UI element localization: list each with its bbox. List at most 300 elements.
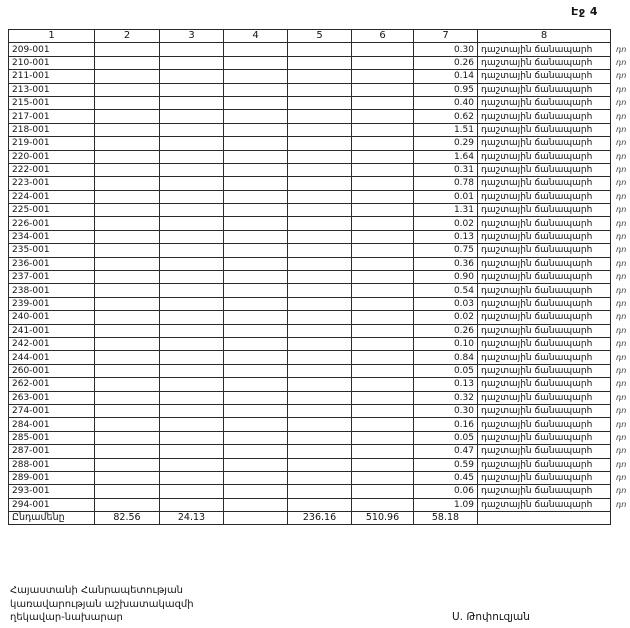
col6-cell xyxy=(352,163,414,176)
land-use-label: դաշտային ճանապարհ xyxy=(478,351,611,364)
margin-cell xyxy=(611,512,629,525)
col3-cell xyxy=(160,204,224,217)
col4-cell xyxy=(224,110,288,123)
land-use-label: դաշտային ճանապարհ xyxy=(478,177,611,190)
handwritten-mark: դո xyxy=(616,365,627,375)
col6-cell xyxy=(352,498,414,511)
land-use-label: դաշտային ճանապարհ xyxy=(478,163,611,176)
parcel-id: 240-001 xyxy=(9,311,95,324)
table-row xyxy=(9,137,629,150)
col2-cell xyxy=(95,471,160,484)
col3-cell xyxy=(160,271,224,284)
table-row xyxy=(9,485,629,498)
land-use-label: դաշտային ճանապարհ xyxy=(478,217,611,230)
table-row xyxy=(9,70,629,83)
table-row xyxy=(9,498,629,511)
handwritten-mark: դո xyxy=(616,178,627,188)
col5-cell xyxy=(288,190,352,203)
col2-cell xyxy=(95,404,160,417)
parcel-id: 236-001 xyxy=(9,257,95,270)
col4-cell xyxy=(224,257,288,270)
area-value: 0.54 xyxy=(414,284,478,297)
handwritten-mark: դո xyxy=(616,258,627,268)
table-row xyxy=(9,418,629,431)
col5-cell xyxy=(288,337,352,350)
col6-cell xyxy=(352,70,414,83)
parcel-id: 260-001 xyxy=(9,364,95,377)
table-row xyxy=(9,83,629,96)
col6-cell xyxy=(352,284,414,297)
table-row xyxy=(9,43,629,56)
handwritten-mark: դո xyxy=(616,473,627,483)
col5-cell xyxy=(288,123,352,136)
col3-cell xyxy=(160,163,224,176)
col4-cell xyxy=(224,391,288,404)
parcel-id: 288-001 xyxy=(9,458,95,471)
total-col8-value xyxy=(478,512,611,525)
col5-cell xyxy=(288,257,352,270)
handwritten-mark: դո xyxy=(616,245,627,255)
col6-cell xyxy=(352,123,414,136)
col4-cell xyxy=(224,271,288,284)
parcel-id: 274-001 xyxy=(9,404,95,417)
col6-cell xyxy=(352,351,414,364)
col5-cell xyxy=(288,378,352,391)
col2-cell xyxy=(95,378,160,391)
table-row xyxy=(9,204,629,217)
col4-cell xyxy=(224,324,288,337)
col3-cell xyxy=(160,311,224,324)
col3-cell xyxy=(160,96,224,109)
handwritten-mark: դո xyxy=(616,499,627,509)
land-use-label: դաշտային ճանապարհ xyxy=(478,190,611,203)
col2-cell xyxy=(95,83,160,96)
table-row xyxy=(9,110,629,123)
handwritten-mark: դո xyxy=(616,205,627,215)
col3-cell xyxy=(160,244,224,257)
col6-cell xyxy=(352,445,414,458)
col3-cell xyxy=(160,471,224,484)
col3-cell xyxy=(160,284,224,297)
col6-cell xyxy=(352,217,414,230)
table-row xyxy=(9,150,629,163)
signatory-title-block xyxy=(10,584,194,625)
col5-cell xyxy=(288,43,352,56)
area-value: 0.31 xyxy=(414,163,478,176)
col5-cell xyxy=(288,418,352,431)
table-row xyxy=(9,404,629,417)
col4-cell xyxy=(224,137,288,150)
land-use-label: դաշտային ճանապարհ xyxy=(478,297,611,310)
area-value: 0.26 xyxy=(414,56,478,69)
area-value: 0.29 xyxy=(414,137,478,150)
col4-cell xyxy=(224,297,288,310)
parcel-id: 235-001 xyxy=(9,244,95,257)
table-body xyxy=(9,43,629,512)
col2-cell xyxy=(95,337,160,350)
area-value: 0.26 xyxy=(414,324,478,337)
col6-cell xyxy=(352,378,414,391)
col6-cell xyxy=(352,56,414,69)
col3-cell xyxy=(160,431,224,444)
col4-cell xyxy=(224,190,288,203)
handwritten-mark: դո xyxy=(616,44,627,54)
land-use-label: դաշտային ճանապարհ xyxy=(478,378,611,391)
handwritten-mark: դո xyxy=(616,272,627,282)
area-value: 0.10 xyxy=(414,337,478,350)
area-value: 0.03 xyxy=(414,297,478,310)
area-value: 0.30 xyxy=(414,43,478,56)
area-value: 1.51 xyxy=(414,123,478,136)
col2-cell xyxy=(95,204,160,217)
land-use-label: դաշտային ճանապարհ xyxy=(478,230,611,243)
col6-cell xyxy=(352,431,414,444)
col3-cell xyxy=(160,177,224,190)
col3-cell xyxy=(160,391,224,404)
col3-cell xyxy=(160,123,224,136)
col3-cell xyxy=(160,137,224,150)
table-row xyxy=(9,177,629,190)
handwritten-mark: դո xyxy=(616,419,627,429)
table-row xyxy=(9,56,629,69)
parcel-id: 219-001 xyxy=(9,137,95,150)
col2-cell xyxy=(95,43,160,56)
table-row xyxy=(9,217,629,230)
handwritten-mark: դո xyxy=(616,165,627,175)
col4-cell xyxy=(224,43,288,56)
col5-cell xyxy=(288,364,352,377)
land-use-label: դաշտային ճանապարհ xyxy=(478,485,611,498)
table-row xyxy=(9,190,629,203)
col4-cell xyxy=(224,70,288,83)
area-value: 0.30 xyxy=(414,404,478,417)
handwritten-mark: դո xyxy=(616,285,627,295)
table-row xyxy=(9,284,629,297)
col5-cell xyxy=(288,96,352,109)
col2-cell xyxy=(95,257,160,270)
handwritten-mark: դո xyxy=(616,57,627,67)
col4-cell xyxy=(224,364,288,377)
col3-cell xyxy=(160,418,224,431)
col5-cell xyxy=(288,404,352,417)
table-row xyxy=(9,364,629,377)
table-row xyxy=(9,471,629,484)
parcel-id: 294-001 xyxy=(9,498,95,511)
col5-cell xyxy=(288,217,352,230)
total-col2-value: 82.56 xyxy=(95,512,160,525)
parcel-id: 242-001 xyxy=(9,337,95,350)
col2-cell xyxy=(95,163,160,176)
col3-cell xyxy=(160,324,224,337)
col3-cell xyxy=(160,404,224,417)
col2-cell xyxy=(95,123,160,136)
table-row xyxy=(9,230,629,243)
col2-cell xyxy=(95,498,160,511)
col3-cell xyxy=(160,297,224,310)
land-use-label: դաշտային ճանապարհ xyxy=(478,404,611,417)
parcel-id: 244-001 xyxy=(9,351,95,364)
col5-cell xyxy=(288,485,352,498)
land-use-label: դաշտային ճանապարհ xyxy=(478,498,611,511)
area-value: 0.84 xyxy=(414,351,478,364)
col2-cell xyxy=(95,431,160,444)
parcel-id: 224-001 xyxy=(9,190,95,203)
parcel-id: 218-001 xyxy=(9,123,95,136)
column-header-8: 8 xyxy=(478,30,611,43)
land-use-label: դաշտային ճանապարհ xyxy=(478,257,611,270)
col5-cell xyxy=(288,70,352,83)
parcel-id: 287-001 xyxy=(9,445,95,458)
land-use-label: դաշտային ճանապարհ xyxy=(478,110,611,123)
col5-cell xyxy=(288,244,352,257)
col3-cell xyxy=(160,56,224,69)
col2-cell xyxy=(95,445,160,458)
handwritten-mark: դո xyxy=(616,459,627,469)
col4-cell xyxy=(224,96,288,109)
col4-cell xyxy=(224,244,288,257)
parcel-id: 284-001 xyxy=(9,418,95,431)
handwritten-mark: դո xyxy=(616,232,627,242)
table-row xyxy=(9,96,629,109)
col4-cell xyxy=(224,123,288,136)
area-value: 0.32 xyxy=(414,391,478,404)
col3-cell xyxy=(160,257,224,270)
area-value: 0.02 xyxy=(414,311,478,324)
handwritten-mark: դո xyxy=(616,312,627,322)
col2-cell xyxy=(95,70,160,83)
page-number-label: Էջ 4 xyxy=(571,5,598,18)
handwritten-mark: դո xyxy=(616,98,627,108)
area-value: 0.78 xyxy=(414,177,478,190)
land-parcel-table xyxy=(8,29,629,525)
area-value: 0.59 xyxy=(414,458,478,471)
area-value: 0.14 xyxy=(414,70,478,83)
land-use-label: դաշտային ճանապարհ xyxy=(478,431,611,444)
land-use-label: դաշտային ճանապարհ xyxy=(478,311,611,324)
land-use-label: դաշտային ճանապարհ xyxy=(478,204,611,217)
area-value: 0.13 xyxy=(414,378,478,391)
col6-cell xyxy=(352,271,414,284)
col3-cell xyxy=(160,230,224,243)
land-use-label: դաշտային ճանապարհ xyxy=(478,364,611,377)
parcel-id: 289-001 xyxy=(9,471,95,484)
table-row xyxy=(9,257,629,270)
handwritten-mark: դո xyxy=(616,339,627,349)
table-row xyxy=(9,271,629,284)
footer-line-1: Հայաստանի Հանրապետության xyxy=(10,585,184,596)
col2-cell xyxy=(95,391,160,404)
area-value: 0.36 xyxy=(414,257,478,270)
col6-cell xyxy=(352,230,414,243)
parcel-id: 238-001 xyxy=(9,284,95,297)
col2-cell xyxy=(95,351,160,364)
total-row xyxy=(9,512,629,525)
land-use-label: դաշտային ճանապարհ xyxy=(478,445,611,458)
col4-cell xyxy=(224,445,288,458)
col3-cell xyxy=(160,458,224,471)
handwritten-mark: դո xyxy=(616,218,627,228)
column-header-4: 4 xyxy=(224,30,288,43)
parcel-id: 263-001 xyxy=(9,391,95,404)
parcel-id: 293-001 xyxy=(9,485,95,498)
col4-cell xyxy=(224,458,288,471)
col5-cell xyxy=(288,284,352,297)
col2-cell xyxy=(95,150,160,163)
col2-cell xyxy=(95,364,160,377)
parcel-id: 237-001 xyxy=(9,271,95,284)
column-header-1: 1 xyxy=(9,30,95,43)
table-row xyxy=(9,458,629,471)
col4-cell xyxy=(224,177,288,190)
col6-cell xyxy=(352,337,414,350)
col3-cell xyxy=(160,485,224,498)
land-use-label: դաշտային ճանապարհ xyxy=(478,137,611,150)
col3-cell xyxy=(160,351,224,364)
col6-cell xyxy=(352,404,414,417)
handwritten-mark: դո xyxy=(616,191,627,201)
handwritten-mark: դո xyxy=(616,432,627,442)
col6-cell xyxy=(352,83,414,96)
handwritten-mark: դո xyxy=(616,138,627,148)
table-row xyxy=(9,391,629,404)
col4-cell xyxy=(224,150,288,163)
col4-cell xyxy=(224,498,288,511)
col6-cell xyxy=(352,257,414,270)
col5-cell xyxy=(288,137,352,150)
parcel-id: 222-001 xyxy=(9,163,95,176)
area-value: 0.01 xyxy=(414,190,478,203)
table-row xyxy=(9,163,629,176)
footer-line-3: ղեկավար-նախարար xyxy=(10,612,123,623)
parcel-id: 225-001 xyxy=(9,204,95,217)
land-use-label: դաշտային ճանապարհ xyxy=(478,324,611,337)
margin-column-header xyxy=(611,30,629,43)
area-value: 0.45 xyxy=(414,471,478,484)
land-use-label: դաշտային ճանապարհ xyxy=(478,83,611,96)
area-value: 1.09 xyxy=(414,498,478,511)
col6-cell xyxy=(352,324,414,337)
land-use-label: դաշտային ճանապարհ xyxy=(478,70,611,83)
col4-cell xyxy=(224,284,288,297)
col4-cell xyxy=(224,163,288,176)
col4-cell xyxy=(224,217,288,230)
col6-cell xyxy=(352,471,414,484)
col5-cell xyxy=(288,83,352,96)
total-col3-value: 24.13 xyxy=(160,512,224,525)
col2-cell xyxy=(95,190,160,203)
col5-cell xyxy=(288,351,352,364)
land-use-label: դաշտային ճանապարհ xyxy=(478,96,611,109)
parcel-id: 217-001 xyxy=(9,110,95,123)
col2-cell xyxy=(95,110,160,123)
col5-cell xyxy=(288,324,352,337)
handwritten-mark: դո xyxy=(616,71,627,81)
handwritten-mark: դո xyxy=(616,406,627,416)
col6-cell xyxy=(352,150,414,163)
land-use-label: դաշտային ճանապարհ xyxy=(478,123,611,136)
parcel-id: 241-001 xyxy=(9,324,95,337)
area-value: 0.06 xyxy=(414,485,478,498)
col6-cell xyxy=(352,43,414,56)
col6-cell xyxy=(352,110,414,123)
parcel-id: 215-001 xyxy=(9,96,95,109)
col5-cell xyxy=(288,150,352,163)
col3-cell xyxy=(160,217,224,230)
col3-cell xyxy=(160,337,224,350)
col5-cell xyxy=(288,391,352,404)
col2-cell xyxy=(95,217,160,230)
table-row xyxy=(9,351,629,364)
handwritten-mark: դո xyxy=(616,379,627,389)
parcel-id: 209-001 xyxy=(9,43,95,56)
col2-cell xyxy=(95,311,160,324)
col5-cell xyxy=(288,297,352,310)
land-use-label: դաշտային ճանապարհ xyxy=(478,56,611,69)
parcel-id: 262-001 xyxy=(9,378,95,391)
col6-cell xyxy=(352,244,414,257)
area-value: 0.75 xyxy=(414,244,478,257)
area-value: 1.31 xyxy=(414,204,478,217)
col2-cell xyxy=(95,56,160,69)
col4-cell xyxy=(224,351,288,364)
area-value: 0.05 xyxy=(414,431,478,444)
col6-cell xyxy=(352,137,414,150)
col2-cell xyxy=(95,96,160,109)
col2-cell xyxy=(95,284,160,297)
col5-cell xyxy=(288,458,352,471)
area-value: 0.40 xyxy=(414,96,478,109)
col3-cell xyxy=(160,43,224,56)
col4-cell xyxy=(224,230,288,243)
col5-cell xyxy=(288,498,352,511)
col2-cell xyxy=(95,418,160,431)
table-row xyxy=(9,378,629,391)
col6-cell xyxy=(352,297,414,310)
land-use-label: դաշտային ճանապարհ xyxy=(478,391,611,404)
parcel-id: 211-001 xyxy=(9,70,95,83)
col3-cell xyxy=(160,445,224,458)
parcel-id: 239-001 xyxy=(9,297,95,310)
total-col4-value xyxy=(224,512,288,525)
col2-cell xyxy=(95,297,160,310)
area-value: 0.90 xyxy=(414,271,478,284)
column-header-7: 7 xyxy=(414,30,478,43)
handwritten-mark: դո xyxy=(616,151,627,161)
col3-cell xyxy=(160,498,224,511)
col6-cell xyxy=(352,458,414,471)
area-value: 0.02 xyxy=(414,217,478,230)
parcel-id: 226-001 xyxy=(9,217,95,230)
col2-cell xyxy=(95,244,160,257)
column-header-2: 2 xyxy=(95,30,160,43)
col2-cell xyxy=(95,177,160,190)
area-value: 0.05 xyxy=(414,364,478,377)
area-value: 0.62 xyxy=(414,110,478,123)
parcel-id: 234-001 xyxy=(9,230,95,243)
col5-cell xyxy=(288,177,352,190)
col3-cell xyxy=(160,150,224,163)
col5-cell xyxy=(288,471,352,484)
col6-cell xyxy=(352,485,414,498)
land-use-label: դաշտային ճանապարհ xyxy=(478,418,611,431)
handwritten-mark: դո xyxy=(616,124,627,134)
col6-cell xyxy=(352,190,414,203)
col4-cell xyxy=(224,56,288,69)
col3-cell xyxy=(160,378,224,391)
parcel-id: 220-001 xyxy=(9,150,95,163)
table-row xyxy=(9,445,629,458)
land-use-label: դաշտային ճանապարհ xyxy=(478,271,611,284)
